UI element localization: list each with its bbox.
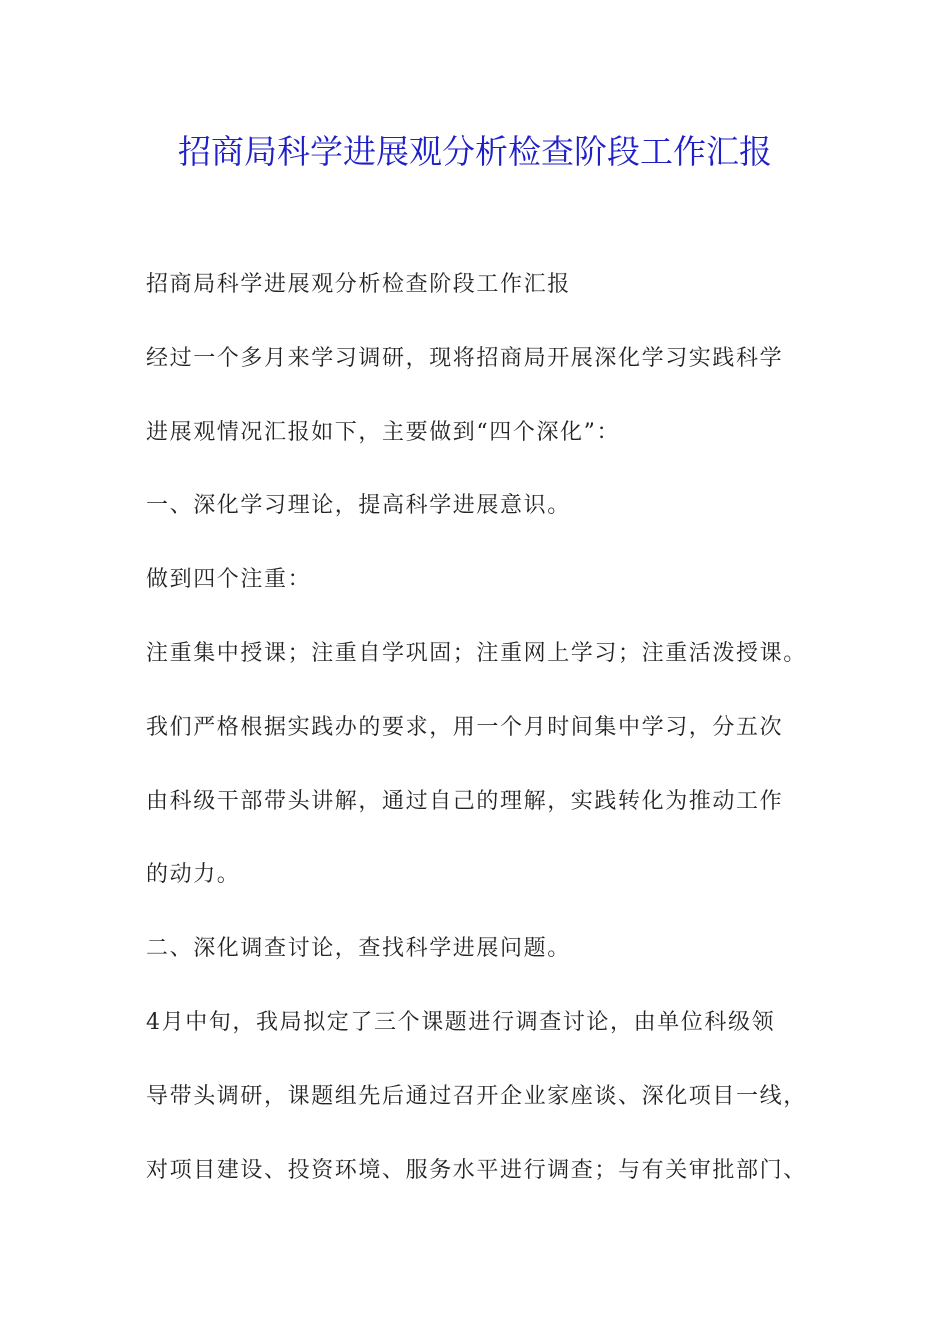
paragraph-line: 招商局科学进展观分析检查阶段工作汇报: [146, 272, 571, 297]
section-heading-1: 一、深化学习理论，提高科学进展意识。: [146, 493, 571, 519]
paragraph-line: 4月中旬，我局拟定了三个课题进行调查讨论，由单位科级领: [146, 1009, 776, 1035]
paragraph-line: 经过一个多月来学习调研，现将招商局开展深化学习实践科学: [146, 345, 784, 371]
document-body: [146, 262, 826, 1221]
paragraph-line: 注重集中授课；注重自学巩固；注重网上学习；注重活泼授课。: [146, 640, 807, 666]
paragraph-line: 做到四个注重：: [146, 567, 312, 593]
paragraph-line: 由科级干部带头讲解，通过自己的理解，实践转化为推动工作: [146, 788, 784, 814]
paragraph-line: 的动力。: [146, 862, 241, 888]
paragraph-line: 导带头调研，课题组先后通过召开企业家座谈、深化项目一线，: [146, 1083, 807, 1109]
paragraph-line: 进展观情况汇报如下，主要做到“四个深化”：: [146, 419, 621, 445]
document-title: 招商局科学进展观分析检查阶段工作汇报: [178, 132, 772, 171]
section-heading-2: 二、深化调查讨论，查找科学进展问题。: [146, 936, 571, 962]
paragraph-line: 我们严格根据实践办的要求，用一个月时间集中学习，分五次: [146, 714, 784, 740]
paragraph-line: 对项目建设、投资环境、服务水平进行调查；与有关审批部门、: [146, 1157, 807, 1183]
